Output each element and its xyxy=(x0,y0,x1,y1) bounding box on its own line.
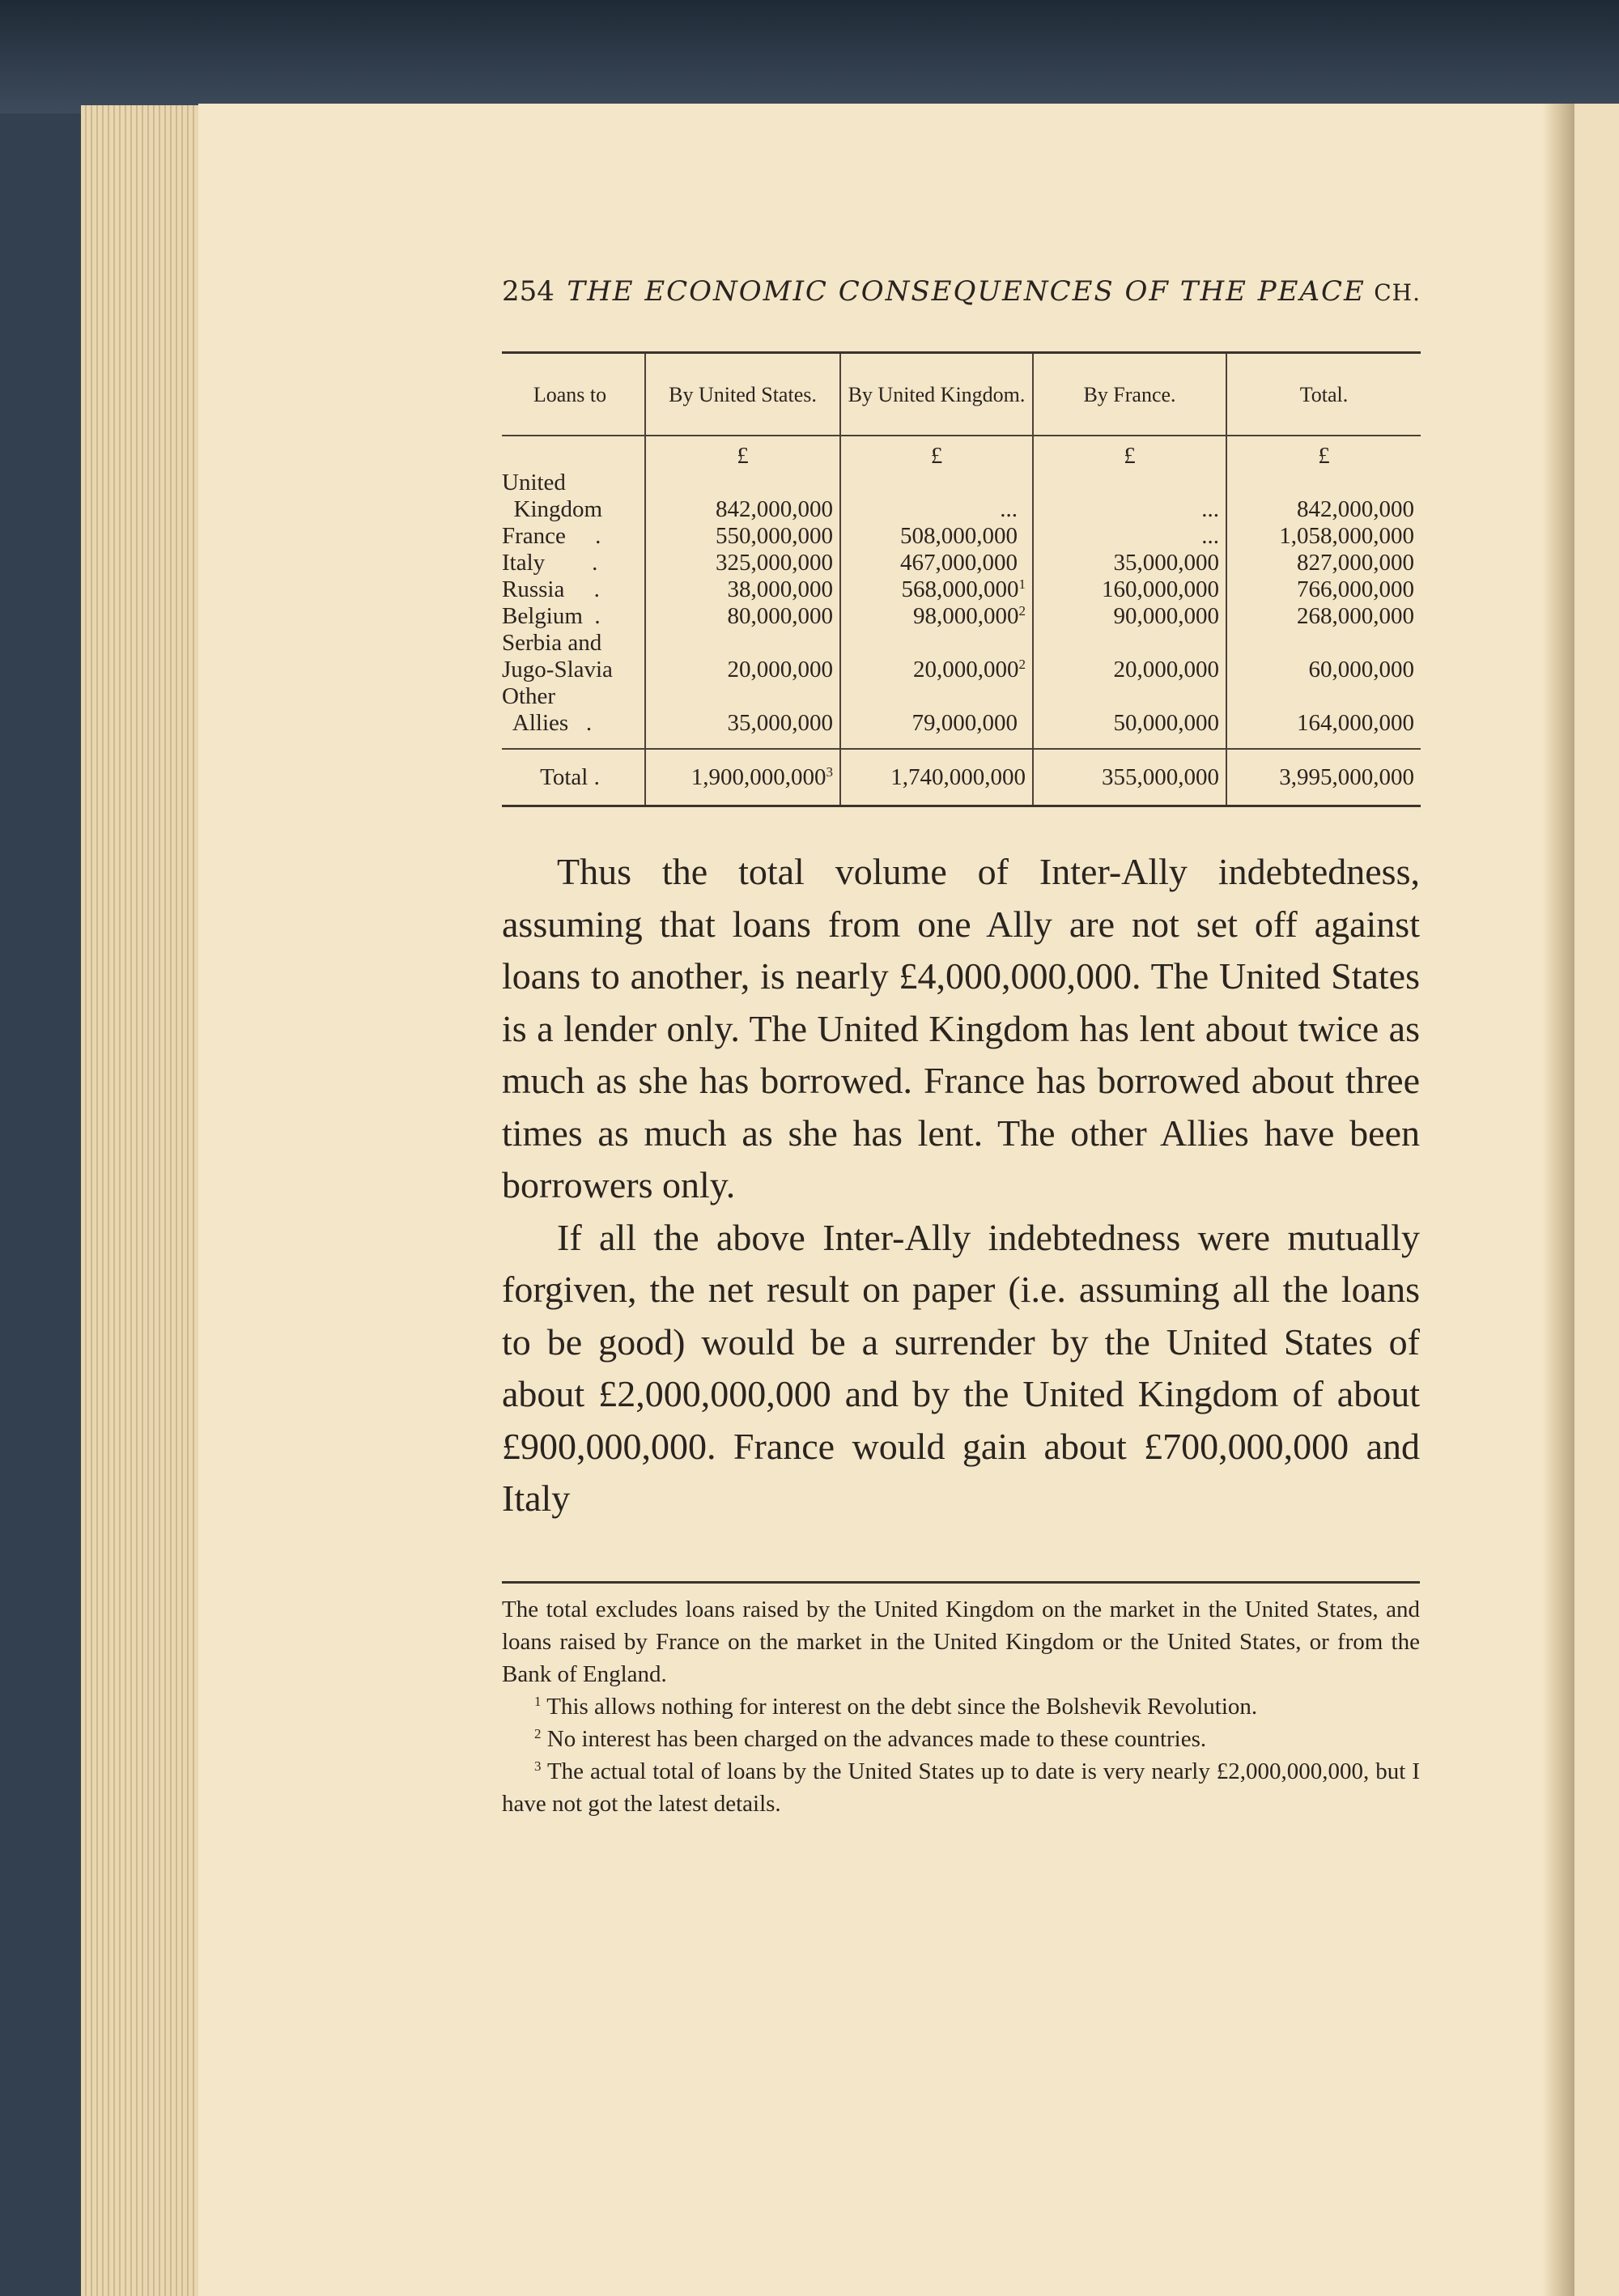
column-header: Loans to xyxy=(502,353,645,436)
cell: ... xyxy=(1033,470,1226,523)
cell: 80,000,000 xyxy=(645,603,840,630)
footnote-divider xyxy=(502,1581,1420,1584)
column-header: By United States. xyxy=(645,353,840,436)
currency-symbol: £ xyxy=(1226,436,1421,470)
row-label: Total . xyxy=(502,749,645,806)
cell: 568,000,000$^1$ xyxy=(840,576,1033,603)
row-label: Other Allies . xyxy=(502,683,593,736)
cell: 1,058,000,000 xyxy=(1226,523,1421,550)
footnote-ref: 1 xyxy=(1018,576,1026,592)
cell: ... xyxy=(840,470,1033,523)
page-number: 254 xyxy=(502,275,555,308)
cell: 38,000,000 xyxy=(645,576,840,603)
row-label: Belgium . xyxy=(502,603,601,629)
row-label: Serbia and Jugo-Slavia xyxy=(502,630,613,682)
currency-symbol: £ xyxy=(645,436,840,470)
cell: 550,000,000 xyxy=(645,523,840,550)
currency-symbol: £ xyxy=(1033,436,1226,470)
body-text xyxy=(502,846,1420,1525)
cell: ... xyxy=(1033,523,1226,550)
cell: 60,000,000 xyxy=(1226,630,1421,683)
table-row xyxy=(502,603,1421,630)
cell: 1,740,000,000 xyxy=(840,749,1033,806)
cell: 98,000,000$^2$ xyxy=(840,603,1033,630)
cell: 842,000,000 xyxy=(645,470,840,523)
cell: 467,000,000 xyxy=(840,550,1033,576)
table-row xyxy=(502,550,1421,576)
cell: 842,000,000 xyxy=(1226,470,1421,523)
footnote-ref: 3 xyxy=(826,763,833,780)
cell: 3,995,000,000 xyxy=(1226,749,1421,806)
table-row xyxy=(502,630,1421,683)
book-gutter xyxy=(1542,104,1574,2296)
cell: 35,000,000 xyxy=(1033,550,1226,576)
cell: 268,000,000 xyxy=(1226,603,1421,630)
column-header: By France. xyxy=(1033,353,1226,436)
cell: 355,000,000 xyxy=(1033,749,1226,806)
cell: 35,000,000 xyxy=(645,683,840,749)
cell: 1,900,000,000$^3$ xyxy=(645,749,840,806)
paragraph: Thus the total volume of Inter-Ally indebtedness, assuming that loans from one Ally are not set off against loans to another, is nearly £4,000,000,000. The United States is a lender only. The United Kingdom has lent about twice as much as she has borrowed. France has borrowed about three times as much as she has lent. The other Allies have been borrowers only. xyxy=(502,851,1420,1205)
column-header: By United Kingdom. xyxy=(840,353,1033,436)
paragraph: If all the above Inter-Ally indebtedness were mutually forgiven, the net result on paper (i.e. assuming all the loans to be good) would be a surrender by the United States of about £2,000,000,000 and by the United Kingdom of about £900,000,000. France would gain about £700,000,000 and Italy xyxy=(502,1216,1420,1519)
table-header-row xyxy=(502,353,1421,436)
cell: 20,000,000 xyxy=(1033,630,1226,683)
cell: 325,000,000 xyxy=(645,550,840,576)
table-row xyxy=(502,576,1421,603)
cell: 90,000,000 xyxy=(1033,603,1226,630)
footnote-ref: 2 xyxy=(1018,657,1026,672)
row-label: Italy . xyxy=(502,550,598,576)
cell: 508,000,000 xyxy=(840,523,1033,550)
currency-symbol: £ xyxy=(840,436,1033,470)
footnote-ref: 2 xyxy=(1018,603,1026,619)
cell: 164,000,000 xyxy=(1226,683,1421,749)
loans-table xyxy=(502,351,1421,807)
running-title: THE ECONOMIC CONSEQUENCES OF THE PEACE xyxy=(567,275,1366,308)
footnote-general: The total excludes loans raised by the United Kingdom on the market in the United States, and loans raised by France on the market in the United Kingdom or the United States, or from the Bank of England. xyxy=(502,1597,1420,1687)
column-header: Total. xyxy=(1226,353,1421,436)
currency-row xyxy=(502,436,1421,470)
cell: 160,000,000 xyxy=(1033,576,1226,603)
row-label: France . xyxy=(502,523,601,549)
cell: 827,000,000 xyxy=(1226,550,1421,576)
table-row xyxy=(502,470,1421,523)
footnotes xyxy=(502,1593,1420,1820)
footnote: $^1$ This allows nothing for interest on the debt since the Bolshevik Revolution. xyxy=(534,1694,1258,1720)
row-label: United Kingdom xyxy=(502,470,603,522)
cell: 20,000,000 xyxy=(645,630,840,683)
row-label: Russia . xyxy=(502,576,600,602)
cell: 50,000,000 xyxy=(1033,683,1226,749)
cell: 20,000,000$^2$ xyxy=(840,630,1033,683)
cell: 79,000,000 xyxy=(840,683,1033,749)
chapter-abbreviation: CH. xyxy=(1374,279,1421,306)
total-row xyxy=(502,749,1421,806)
cell: 766,000,000 xyxy=(1226,576,1421,603)
book-cover xyxy=(0,0,1619,113)
page-edges xyxy=(81,105,202,2296)
facing-page xyxy=(1574,104,1619,2296)
footnote: $^3$ The actual total of loans by the United States up to date is very nearly £2,000,000,000, but I have not got the latest details. xyxy=(502,1758,1420,1817)
running-head xyxy=(502,275,1421,324)
table-row xyxy=(502,523,1421,550)
footnote: $^2$ No interest has been charged on the advances made to these countries. xyxy=(534,1726,1207,1752)
table-row xyxy=(502,683,1421,749)
